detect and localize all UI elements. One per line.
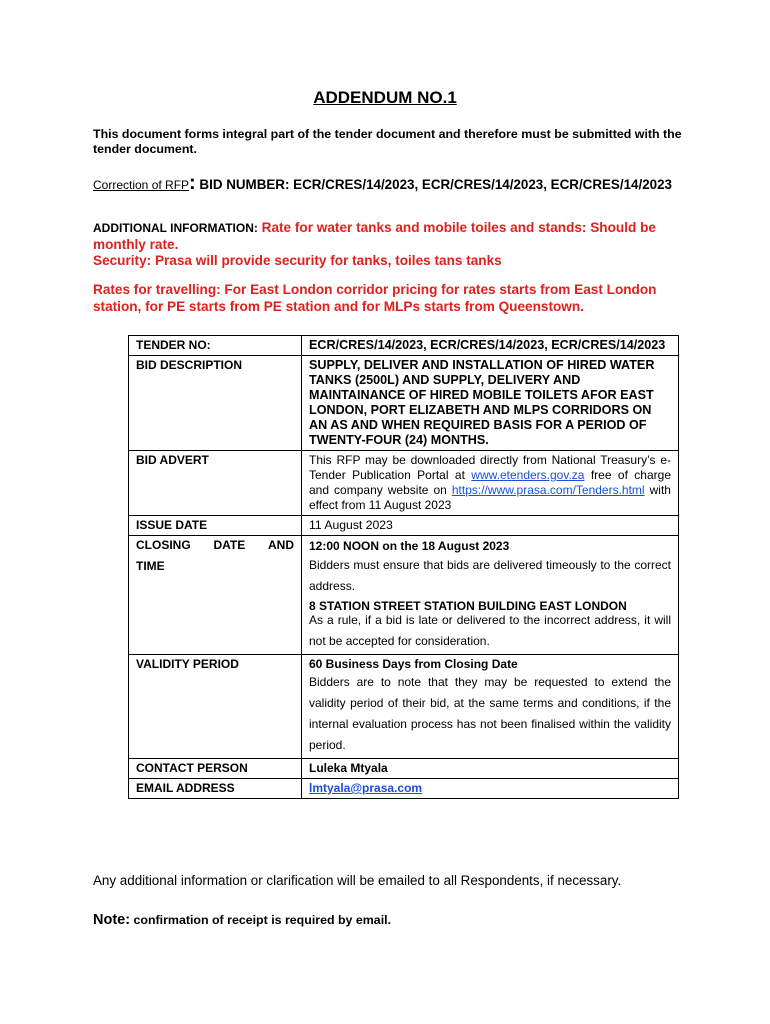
note-label: Note:	[93, 912, 131, 928]
prasa-tenders-link[interactable]: https://www.prasa.com/Tenders.html	[451, 483, 645, 497]
travel-rates-note: Rates for travelling: For East London corridor pricing for rates starts from East London station, for PE starts from PE station and for MLPs starts from Queenstown.	[93, 282, 657, 314]
closing-note: Bidders must ensure that bids are delivered timeously to the correct address.	[309, 557, 671, 593]
email-link[interactable]: lmtyala@prasa.com	[309, 781, 423, 795]
closing-label	[129, 536, 302, 655]
delivery-address: 8 STATION STREET STATION BUILDING EAST LONDON	[309, 598, 627, 613]
bid-advert-text-2: free of charge and company website on	[309, 468, 671, 497]
time-word: TIME	[136, 559, 165, 573]
table-row	[129, 336, 679, 356]
validity-note: Bidders are to note that they may be requested to extend the validity period of their bid, at the same terms and conditions, if the internal evaluation process has not been finalised within the validity period.	[309, 675, 671, 752]
table-row	[129, 451, 679, 516]
validity-period-value	[302, 654, 679, 759]
contact-person-value: Luleka Mtyala	[302, 759, 679, 779]
closing-label-line	[136, 538, 294, 553]
issue-date-label: ISSUE DATE	[129, 516, 302, 536]
date-word: DATE	[213, 538, 246, 552]
correction-colon: :	[189, 172, 196, 194]
table-row	[129, 356, 679, 451]
tender-details-table	[128, 335, 679, 799]
email-address-cell	[302, 779, 679, 799]
clarification-note: Any additional information or clarification will be emailed to all Respondents, if necessary.	[93, 873, 622, 888]
note-text: confirmation of receipt is required by email.	[130, 913, 392, 927]
security-note: Security: Prasa will provide security for tanks, toiles tans tanks	[93, 253, 502, 268]
table-row	[129, 779, 679, 799]
bid-number-text: BID NUMBER: ECR/CRES/14/2023, ECR/CRES/14/2023, ECR/CRES/14/2023	[195, 177, 672, 192]
closing-time: 12:00 NOON on the 18 August 2023	[309, 539, 510, 553]
bid-advert-value	[302, 451, 679, 516]
additional-info-label: ADDITIONAL INFORMATION:	[93, 221, 258, 235]
bid-description-value: SUPPLY, DELIVER AND INSTALLATION OF HIRED WATER TANKS (2500L) AND SUPPLY, DELIVERY AND MAINTAINANCE OF HIRED MOBILE TOILETS AFOR EAST LONDON, PORT ELIZABETH AND MLPS CORRIDORS ON AN AS AND WHEN REQUIRED BASIS FOR A PERIOD OF TWENTY-FOUR (24) MONTHS.	[302, 356, 679, 451]
bid-description-label: BID DESCRIPTION	[129, 356, 302, 451]
late-bid-note: As a rule, if a bid is late or delivered to the incorrect address, it will not be accepted for consideration.	[309, 612, 671, 648]
intro-paragraph: This document forms integral part of the tender document and therefore must be submitted with the tender document.	[93, 127, 682, 156]
correction-label: Correction of RFP	[93, 178, 190, 192]
table-row	[129, 536, 679, 655]
document-title: ADDENDUM NO.1	[313, 88, 457, 107]
correction-line	[93, 174, 683, 194]
issue-date-value: 11 August 2023	[302, 516, 679, 536]
etenders-link[interactable]: www.etenders.gov.za	[471, 468, 585, 482]
table-row	[129, 759, 679, 779]
validity-period-label: VALIDITY PERIOD	[129, 654, 302, 759]
additional-information	[93, 220, 683, 270]
contact-person-label: CONTACT PERSON	[129, 759, 302, 779]
table-row	[129, 654, 679, 759]
table-row	[129, 516, 679, 536]
receipt-note	[93, 912, 391, 928]
tender-no-value: ECR/CRES/14/2023, ECR/CRES/14/2023, ECR/CRES/14/2023	[302, 336, 679, 356]
validity-period: 60 Business Days from Closing Date	[309, 656, 518, 671]
bid-advert-text-3: with effect from 11 August 2023	[309, 483, 671, 512]
email-address-label: EMAIL ADDRESS	[129, 779, 302, 799]
tender-no-label: TENDER NO:	[129, 336, 302, 356]
and-word: AND	[267, 538, 294, 552]
bid-advert-text-1: This RFP may be downloaded directly from National Treasury’s e-Tender Publication Portal at	[309, 453, 671, 482]
closing-value	[302, 536, 679, 655]
closing-word: CLOSING	[136, 538, 191, 552]
water-tank-rate-note: Rate for water tanks and mobile toiles and stands: Should be monthly rate.	[93, 220, 656, 252]
bid-advert-label: BID ADVERT	[129, 451, 302, 516]
